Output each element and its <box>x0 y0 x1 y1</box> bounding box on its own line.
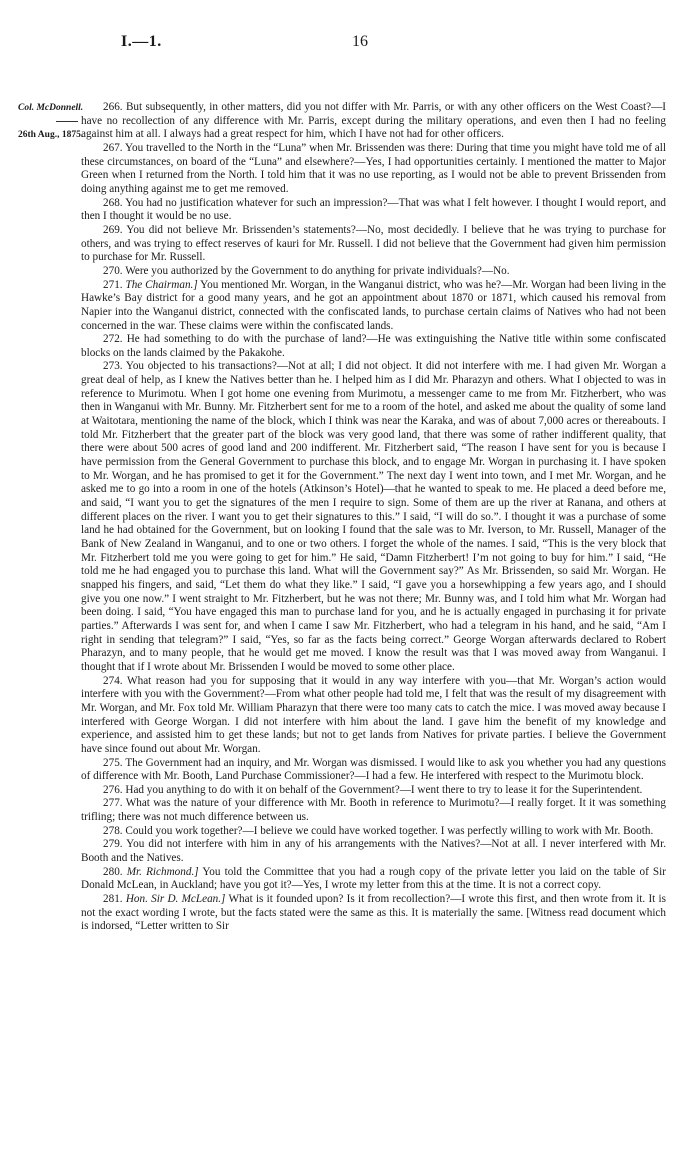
question-text: You mentioned Mr. Worgan, in the Wanganui district, who was he?—Mr. Worgan had been living in the Hawke’s Bay district for a good many years, and he got an appointment about 1870 or 1871, which caused his removal from Napier into the Wanganui district, connected with the confiscated lands, to purchase certain claims of Natives who had not been concerned in the war. These claims were within the confiscated lands. <box>81 278 667 332</box>
question-number: 277. <box>103 797 123 810</box>
question-number: 267. <box>103 141 123 154</box>
paragraph-280 <box>81 866 666 893</box>
margin-divider <box>56 121 78 122</box>
question-text: You travelled to the North in the “Luna” when Mr. Brissenden was there: During that time you might have told me of all these circumstances, on board of the “Luna” and elsewhere?—Yes, I had opportunities certainly. I mentioned the matter to Major Green when I returned from the North. I told him that it was no use reporting, as I would not be able to prevent Brissenden from doing anything against me to get me removed. <box>81 141 666 195</box>
witness-name: Col. McDonnell. <box>18 103 84 113</box>
question-number: 275. <box>103 756 123 769</box>
document-id: I.—1. <box>121 33 162 50</box>
question-number: 266. <box>103 101 123 113</box>
paragraph-270 <box>81 265 666 279</box>
question-number: 279. <box>103 838 123 851</box>
question-text: He had something to do with the purchase of land?—He was extinguishing the Native title within some confiscated blocks on the lands claimed by the Pakakohe. <box>81 333 667 359</box>
question-number: 274. <box>103 674 123 687</box>
question-text: What was the nature of your difference with Mr. Booth in reference to Murimotu?—I really forget. It it was something trifling; there was not much difference between us. <box>81 797 666 824</box>
paragraph-272 <box>81 333 666 360</box>
speaker: Mr. Richmond.] <box>126 865 199 878</box>
testimony-date: 26th Aug., 1875. <box>18 130 84 140</box>
question-number: 276. <box>103 783 123 796</box>
question-number: 268. <box>103 196 123 209</box>
question-number: 269. <box>103 223 123 236</box>
question-number: 270. <box>103 264 123 277</box>
question-text: You had no justification whatever for such an impression?—That was what I felt however. I thought I would report, and then I thought it would be no use. <box>81 196 666 223</box>
question-text: The Government had an inquiry, and Mr. Worgan was dismissed. I would like to ask you whether you had any questions of difference with Mr. Booth, Land Purchase Commissioner?—I had a few. He interfered with respect to the Murimotu block. <box>81 756 666 783</box>
question-text: What reason had you for supposing that it would in any way interfere with you—that Mr. Worgan’s action would interfere with you with the Government?—From what other people had told me, I felt that was the result of my disagreement with Mr. Worgan, and Mr. Fox told Mr. William Pharazyn that there were too many cats to catch the mice. I was moved away because I interfered with George Worgan. I did not interfere with him about the land. I gave him the benefit of my knowledge and experience, and assisted him to get these lands; but not to get lands from Natives for private parties. I believe the Government have since found out about Mr. Worgan. <box>81 674 666 755</box>
speaker: The Chairman.] <box>125 278 198 291</box>
question-number: 278. <box>103 824 123 837</box>
question-number: 280. <box>103 865 123 878</box>
question-text: What is it founded upon? Is it from recollection?—I wrote this first, and then wrote from it. It is not the exact wording I wrote, but the facts stated were the same as this. It is materially the same. [Witness read document which is indorsed, “Letter written to Sir <box>81 893 667 933</box>
question-number: 273. <box>103 360 123 373</box>
question-text: You told the Committee that you had a rough copy of the private letter you laid on the table of Sir Donald McLean, in Auckland; have you got it?—Yes, I wrote my letter from this at the time. It is not a correct copy. <box>81 865 666 892</box>
question-text: You did not interfere with him in any of his arrangements with the Natives?—Not at all. I never interfered with Mr. Booth and the Natives. <box>81 838 666 865</box>
paragraph-266 <box>81 101 666 142</box>
question-number: 271. <box>103 278 123 291</box>
page-number: 16 <box>352 33 368 50</box>
paragraph-267 <box>81 142 666 197</box>
paragraph-275 <box>81 757 666 784</box>
question-text: You objected to his transactions?—Not at all; I did not object. It did not interfere with me. I had given Mr. Worgan a great deal of help, as I knew the Natives better than he. I helped him as I did Mr. Pharazyn and others. What I objected to was in reference to Murimotu. When I got home one evening from Murimotu, a messenger came to me from Mr. Fitzherbert, who was then in Wanganui with Mr. Bunny. Mr. Fitzherbert sent for me to a room of the hotel, and asked me about the quality of some land at Waitotara, mentioning the name of the block, which I think was near the Karaka, and was of about 7,000 acres or thereabouts. I told Mr. Fitzherbert that the greater part of the block was very good land, that there was some of rather indifferent quality, that there were about 500 acres of good land and 200 indifferent. Mr. Fitzherbert said, “The reason I have sent for you is because I have permission from the General Government to purchase this block, and to engage Mr. Worgan in purchasing it. I have spoken to Mr. Worgan, and he has promised to get it for the Government.” The next day I went into town, and I met Mr. Worgan, and he asked me to go into a room in one of the hotels (Atkinson’s Hotel)—that he wanted to speak to me. He placed a deed before me, and said, “I want you to get the signatures of the men I require to sign. Some of them are up the river at Ranana, and others at different places on the river. I want you to get their signatures to this.” I said, “I will do so.”. I thought it was a purchase of some land he had obtained for the Government, but on looking I found that the sale was to Mr. Iverson, to Mr. Russell, Manager of the Bank of New Zealand in Wanganui, and to one or two others. I forget the whole of the names. I said, “This is the very block that Mr. Fitzherbert told me you were going to get for him.” He said, “Damn Fitzherbert! I’m not going to buy for him.” I said, “He told me he had engaged you to purchase this land. What will the Government say?” As Mr. Brissenden, so said Mr. Worgan. He snapped his fingers, and said, “Let them do what they like.” I said, “I gave you a horsewhipping a few years ago, and I should give you one now.” I went straight to Mr. Fitzherbert, but he was not there; Mr. Bunny was, and I told him what Mr. Worgan had been doing. I said, “You have engaged this man to purchase land for you, and he is actually engaged in purchasing it for private parties.” Afterwards I was sent for, and when I came I saw Mr. Fitzherbert, who had a telegram in his hand, and he said, “Am I right in sending that telegram?” I said, “Yes, so far as the facts being correct.” George Worgan afterwards declared to Robert Pharazyn, and to many people, that he would get me moved. I know the result was that I was moved away from Wanganui. I thought that if I wrote about Mr. Brissenden I would be moved to some other place. <box>81 360 666 673</box>
paragraph-268 <box>81 197 666 224</box>
paragraph-278 <box>81 825 666 839</box>
question-text: Were you authorized by the Government to do anything for private individuals?—No. <box>125 264 510 277</box>
question-number: 272. <box>103 333 123 346</box>
question-text: Had you anything to do with it on behalf of the Government?—I went there to try to lease it for the Superintendent. <box>125 783 643 796</box>
paragraph-271 <box>81 279 666 334</box>
question-text: Could you work together?—I believe we could have worked together. I was perfectly willing to work with Mr. Booth. <box>125 824 654 837</box>
paragraph-279 <box>81 838 666 865</box>
paragraph-281 <box>81 893 666 934</box>
paragraph-273 <box>81 360 666 674</box>
question-number: 281. <box>103 893 123 906</box>
testimony-body <box>81 101 666 934</box>
paragraph-277 <box>81 797 666 824</box>
paragraph-276 <box>81 784 666 798</box>
margin-notes <box>18 101 84 142</box>
question-text: You did not believe Mr. Brissenden’s statements?—No, most decidedly. I believe that he was trying to purchase for others, and was trying to effect reserves of kauri for Mr. Russell. I did not believe that the Government had given him permission to purchase for Mr. Russell. <box>81 223 667 264</box>
paragraph-269 <box>81 224 666 265</box>
paragraph-274 <box>81 675 666 757</box>
question-text: But subsequently, in other matters, did you not differ with Mr. Parris, or with any other officers on the West Coast?—I have no recollection of any difference with Mr. Parris, except during the military operations, and even then I had no feeling against him at all. I always had a great respect for him, which I have not had for other officers. <box>81 101 667 141</box>
speaker: Hon. Sir D. McLean.] <box>125 893 226 906</box>
